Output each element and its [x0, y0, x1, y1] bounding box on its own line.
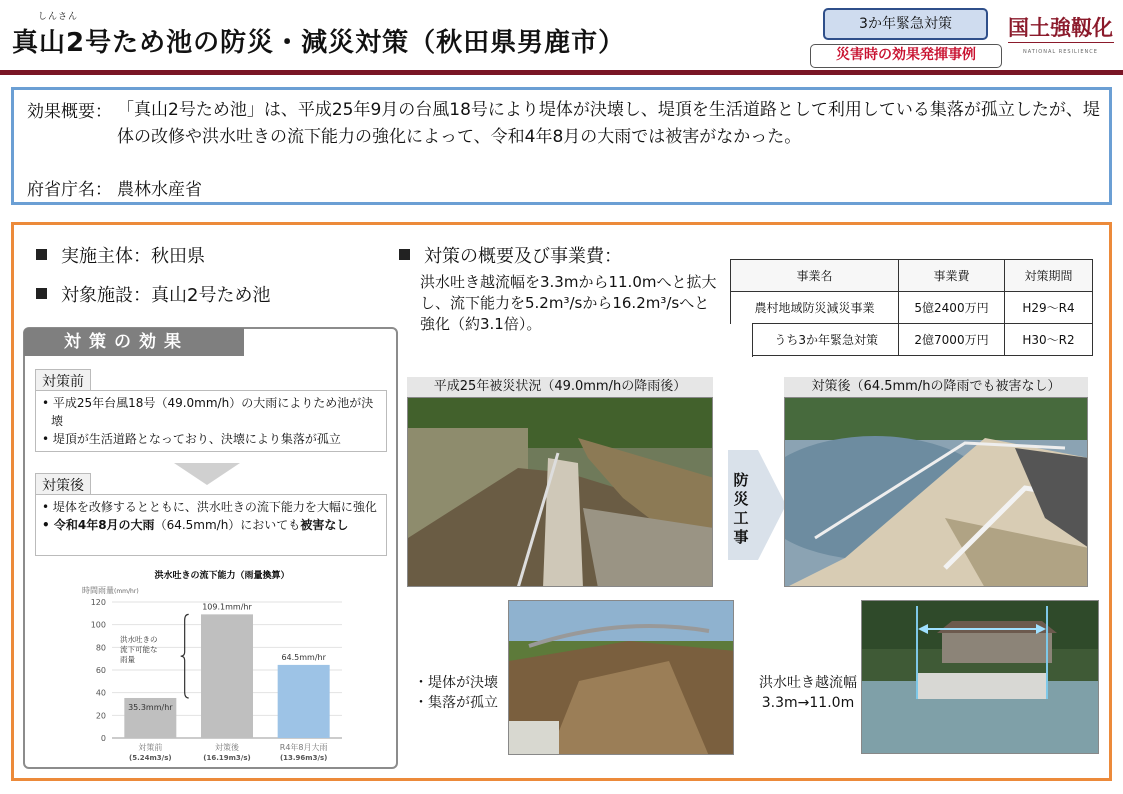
x-tick-sublabel: (5.24m3/s) [129, 754, 172, 762]
collapse-photo-block [508, 600, 734, 759]
chart-bars [124, 614, 329, 738]
table-row [731, 292, 1093, 324]
table-cell: H29～R4 [1005, 292, 1093, 324]
list-item: ・集落が孤立 [414, 695, 498, 711]
table-header-row [731, 260, 1093, 292]
list-item: • 令和4年8月の大雨（64.5mm/h）においても被害なし [42, 518, 349, 532]
y-tick-label: 40 [95, 688, 106, 698]
before-item-text: 堤頂が生活道路となっており、決壊により集落が孤立 [52, 432, 341, 446]
implementer-line [36, 242, 205, 268]
brace-mark [181, 614, 189, 698]
spillway-annotation [759, 673, 857, 713]
disaster-photo [407, 397, 713, 587]
brand-logo-title: 国土強靱化 [1008, 15, 1113, 40]
title-ruby: しんさん [38, 12, 79, 22]
square-bullet-icon [36, 288, 47, 299]
title-rule [0, 70, 1123, 75]
chart-bar [278, 665, 330, 738]
table-header: 事業名 [731, 260, 899, 292]
brand-divider [1008, 42, 1114, 43]
y-tick-label: 100 [90, 620, 106, 630]
cost-table [730, 259, 1093, 356]
table-cell: 2億7000万円 [899, 324, 1005, 356]
chart-title: 洪水吐きの流下能力（雨量換算） [154, 571, 290, 581]
after-box [35, 494, 387, 556]
spillway-label: 洪水吐き越流幅 [759, 675, 857, 691]
after-photo-caption: 対策後（64.5mm/hの降雨でも被害なし） [784, 377, 1088, 397]
effect-panel-title: 対策の効果 [24, 328, 244, 356]
chart-y-label [82, 585, 139, 595]
damage-bullets [414, 673, 498, 713]
data-label: 35.3mm/hr [128, 702, 173, 712]
table-cell-text: うち3か年緊急対策 [774, 333, 879, 347]
after-item-text: 堤体を改修するとともに、洪水吐きの流下能力を大幅に強化 [52, 500, 377, 514]
brace-placeholder [186, 576, 203, 744]
list-item: • 堤体を改修するとともに、洪水吐きの流下能力を大幅に強化 [42, 500, 377, 514]
x-tick-label: 対策後 [215, 743, 239, 752]
spillway-photo-block [861, 600, 1099, 758]
after-detail: （64.5mm/h）においても [154, 518, 301, 532]
table-header: 事業費 [899, 260, 1005, 292]
y-tick-label: 80 [95, 643, 106, 653]
square-bullet-icon [36, 249, 47, 260]
summary-label: 効果概要： [27, 102, 112, 122]
spillway-values: 3.3m→11.0m [761, 695, 855, 711]
facility-text: 対象施設：真山2号ため池 [61, 285, 271, 306]
measure-heading: 対策の概要及び事業費： [424, 246, 622, 267]
summary-box [11, 87, 1112, 205]
list-item: • 堤頂が生活道路となっており、決壊により集落が孤立 [42, 432, 341, 446]
table-cell-indented [731, 324, 899, 356]
down-arrow-icon [174, 463, 240, 485]
main-content-box [11, 222, 1112, 781]
spillway-photo [861, 600, 1099, 754]
y-axis-unit: (mm/hr) [114, 588, 139, 595]
example-badge: 災害時の効果発揮事例 [810, 44, 1002, 68]
after-emphasis: 令和4年8月の大雨 [53, 518, 155, 532]
brand-logo-subtitle: NATIONAL RESILIENCE [1023, 49, 1098, 55]
measure-heading-line [399, 242, 622, 268]
data-label: 64.5mm/hr [281, 652, 326, 662]
table-cell: 農村地域防災減災事業 [731, 292, 899, 324]
flow-capacity-chart [82, 566, 382, 771]
after-label: 対策後 [35, 473, 91, 497]
brace-label: 洪水吐きの流下可能な雨量 [120, 635, 158, 665]
construction-label: 防災工事 [733, 471, 749, 546]
list-item: • 平成25年台風18号（49.0mm/h）の大雨によりため池が決壊 [42, 396, 374, 428]
page-title: 真山2号ため池の防災・減災対策（秋田県男鹿市） [12, 28, 626, 58]
collapse-photo [508, 600, 734, 755]
before-label: 対策前 [35, 369, 91, 393]
x-tick-sublabel: (16.19m3/s) [203, 754, 251, 762]
ministry-label: 府省庁名： [27, 180, 112, 200]
y-tick-label: 60 [95, 666, 106, 675]
before-item-text: 平成25年台風18号（49.0mm/h）の大雨によりため池が決壊 [51, 396, 374, 428]
y-axis-label: 時間雨量 [82, 586, 114, 595]
chart-bar [201, 614, 253, 738]
x-tick-sublabel: (13.96m3/s) [279, 754, 328, 762]
ministry-value: 農林水産省 [117, 180, 202, 200]
measure-text: 洪水吐き越流幅を3.3mから11.0mへと拡大し、流下能力を5.2m³/sから16.2m³/sへと強化（約3.1倍）。 [420, 273, 717, 333]
indent-spacer [731, 323, 753, 357]
after-photo-block [784, 377, 1088, 591]
table-cell: H30～R2 [1005, 324, 1093, 356]
data-label: 109.1mm/hr [202, 602, 252, 612]
before-photo-block [407, 377, 713, 591]
x-tick-label: R4年8月大雨 [279, 743, 328, 752]
before-photo-caption: 平成25年被災状況（49.0mm/hの降雨後） [407, 377, 713, 397]
implementer-text: 実施主体：秋田県 [61, 246, 205, 267]
table-header: 対策期間 [1005, 260, 1093, 292]
facility-line [36, 281, 270, 307]
x-tick-label: 対策前 [138, 743, 163, 752]
before-box [35, 390, 387, 452]
y-tick-label: 20 [95, 711, 106, 721]
after-result: 被害なし [300, 518, 349, 532]
square-bullet-icon [399, 249, 410, 260]
y-tick-label: 0 [100, 734, 106, 743]
summary-text: 「真山2号ため池」は、平成25年9月の台風18号により堤体が決壊し、堤頂を生活道路として利用している集落が孤立したが、堤体の改修や洪水吐きの流下能力の強化によって、令和4年8月の大雨では被害がなかった。 [117, 100, 1100, 147]
table-cell: 5億2400万円 [899, 292, 1005, 324]
y-tick-label: 120 [90, 598, 106, 607]
table-row [731, 324, 1093, 356]
list-item: ・堤体が決壊 [414, 675, 498, 691]
renovated-pond-photo [784, 397, 1088, 587]
emergency-badge: 3か年緊急対策 [823, 8, 988, 40]
